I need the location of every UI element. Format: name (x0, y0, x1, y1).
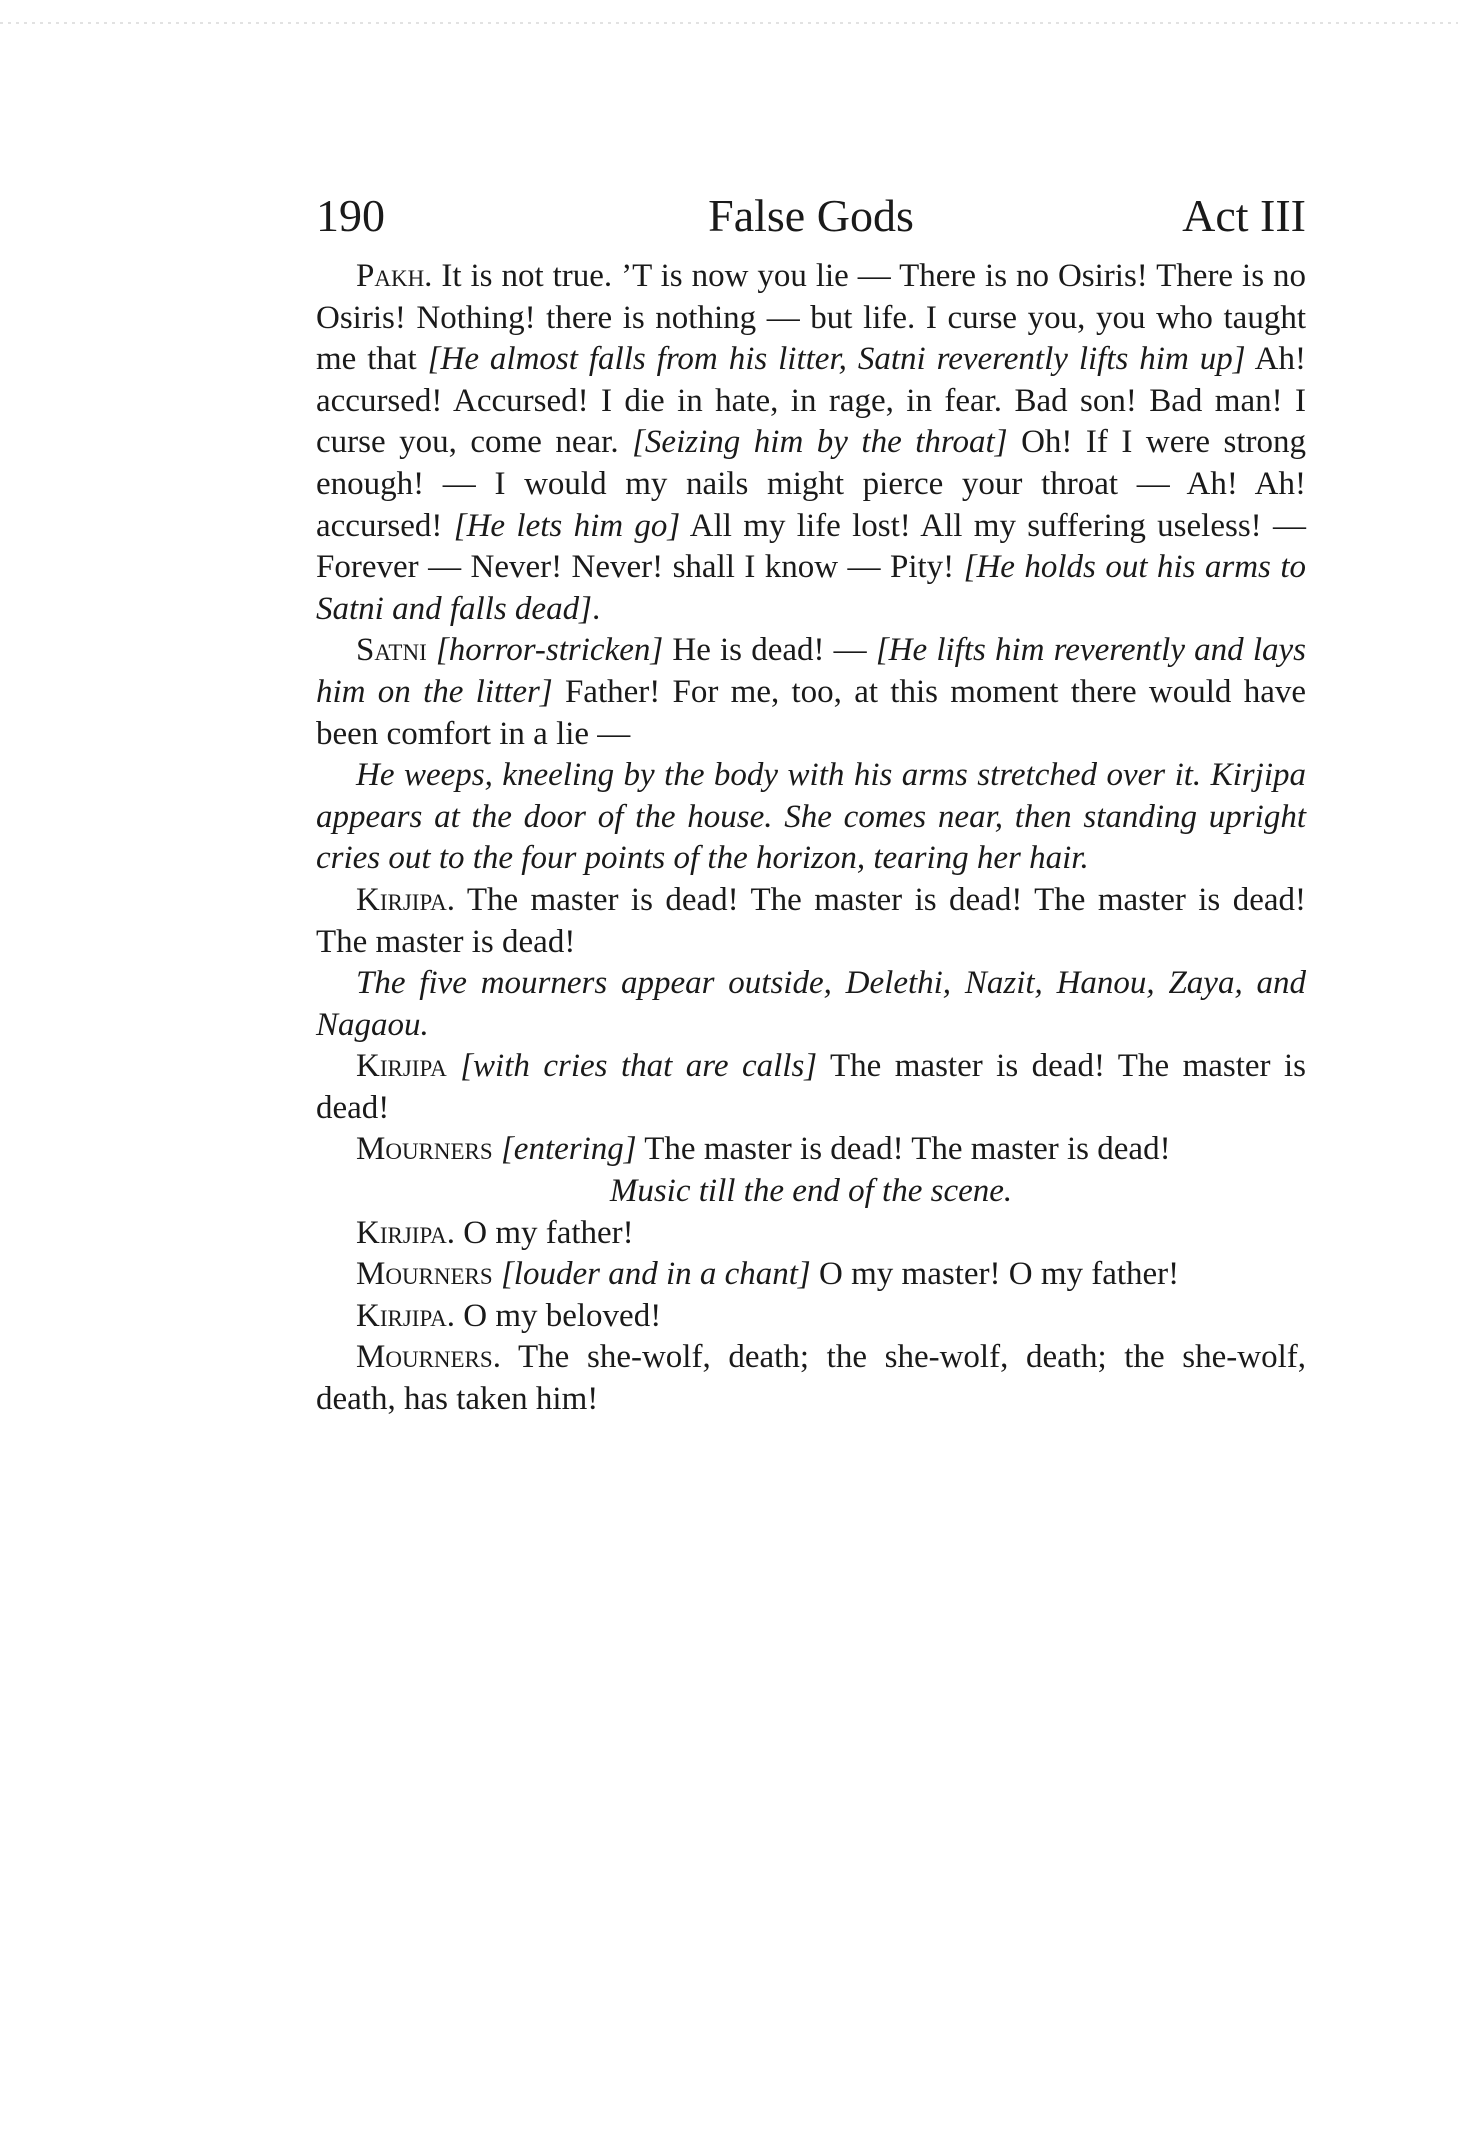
speaker-name: Pakh. (356, 258, 433, 294)
speech-text: Oh! If I were strong enough! — I would my nails might pierce your throat — Ah! Ah! accursed! (316, 424, 1307, 544)
scan-artifact-line (0, 22, 1458, 24)
speech-text: Father! For me, too, at this moment there would have been comfort in a lie — (316, 673, 1306, 752)
stage-direction: [entering] (492, 1131, 637, 1168)
speech-text: Ah! accursed! Accursed! I die in hate, in rage, in fear. Bad son! Bad man! I curse you, come near. (316, 341, 1306, 461)
book-title: False Gods (708, 190, 914, 241)
stage-direction-mourners: The five mourners appear outside, Delethi, Nazit, Hanou, Zaya, and Nagaou. (316, 965, 1306, 1043)
speech-text: He is dead! — (663, 632, 876, 669)
page-body (316, 256, 1306, 1421)
speech-text: All my life lost! All my suffering useless! — Forever — Never! Never! shall I know — Pity! (316, 507, 1306, 586)
speaker-name: Mourners. (356, 1339, 501, 1376)
speech-mourners (316, 1129, 1306, 1171)
speech-text: It is not true. ’T is now you lie — There is no Osiris! There is no Osiris! Nothing! there is nothing — but life. I curse you, you who taught me that (316, 258, 1306, 378)
speech-text: The master is dead! The master is dead! (636, 1131, 1171, 1168)
speaker-name: Kirjipa. (356, 881, 455, 918)
stage-direction-weeps: He weeps, kneeling by the body with his arms stretched over it. Kirjipa appears at the door of the house. She comes near, then standing upright cries out to the four points of the horizon, tearing her hair. (316, 757, 1306, 877)
speech-mourners (316, 1254, 1306, 1296)
stage-direction: [He holds out his arms to Satni and falls dead] (316, 549, 1306, 627)
speech-kirjipa (316, 880, 1306, 963)
speech-satni (316, 630, 1306, 755)
speaker-name: Kirjipa. (356, 1214, 455, 1251)
speaker-name: Kirjipa. (356, 1297, 455, 1334)
stage-direction: [Seizing him by the throat] (632, 424, 1008, 461)
stage-direction: [with cries that are calls] (446, 1048, 818, 1085)
stage-direction: [He almost falls from his litter, Satni reverently lifts him up] (427, 341, 1246, 378)
speech-kirjipa (316, 1046, 1306, 1129)
act-label: Act III (1182, 190, 1306, 241)
speech-kirjipa (316, 1213, 1306, 1255)
stage-direction: [He lets him go] (453, 507, 681, 544)
speech-text: The master is dead! The master is dead! (316, 1048, 1306, 1126)
stage-direction: [louder and in a chant] (492, 1256, 811, 1293)
stage-direction-music: Music till the end of the scene. (609, 1173, 1013, 1210)
stage-direction: [horror-stricken] (426, 632, 664, 669)
speech-text: O my father! (454, 1214, 634, 1251)
speech-kirjipa (316, 1296, 1306, 1338)
speech-pakh (316, 256, 1306, 630)
speaker-name: Satni (356, 632, 427, 669)
speaker-name: Kirjipa (356, 1048, 447, 1085)
speech-text: The she-wolf, death; the she-wolf, death; the she-wolf, death, has taken him! (316, 1339, 1306, 1418)
speech-text: . (591, 590, 601, 627)
page-number: 190 (316, 190, 385, 241)
speech-text: The master is dead! The master is dead! The master is dead! The master is dead! (316, 881, 1306, 960)
speaker-name: Mourners (356, 1131, 493, 1168)
speech-text: O my master! O my father! (810, 1256, 1180, 1293)
running-head (316, 186, 1306, 246)
book-page (316, 186, 1306, 1421)
speech-mourners (316, 1337, 1306, 1420)
speaker-name: Mourners (356, 1256, 493, 1293)
speech-text: O my beloved! (454, 1297, 662, 1334)
stage-direction: [He lifts him reverently and lays him on the litter] (316, 632, 1306, 710)
